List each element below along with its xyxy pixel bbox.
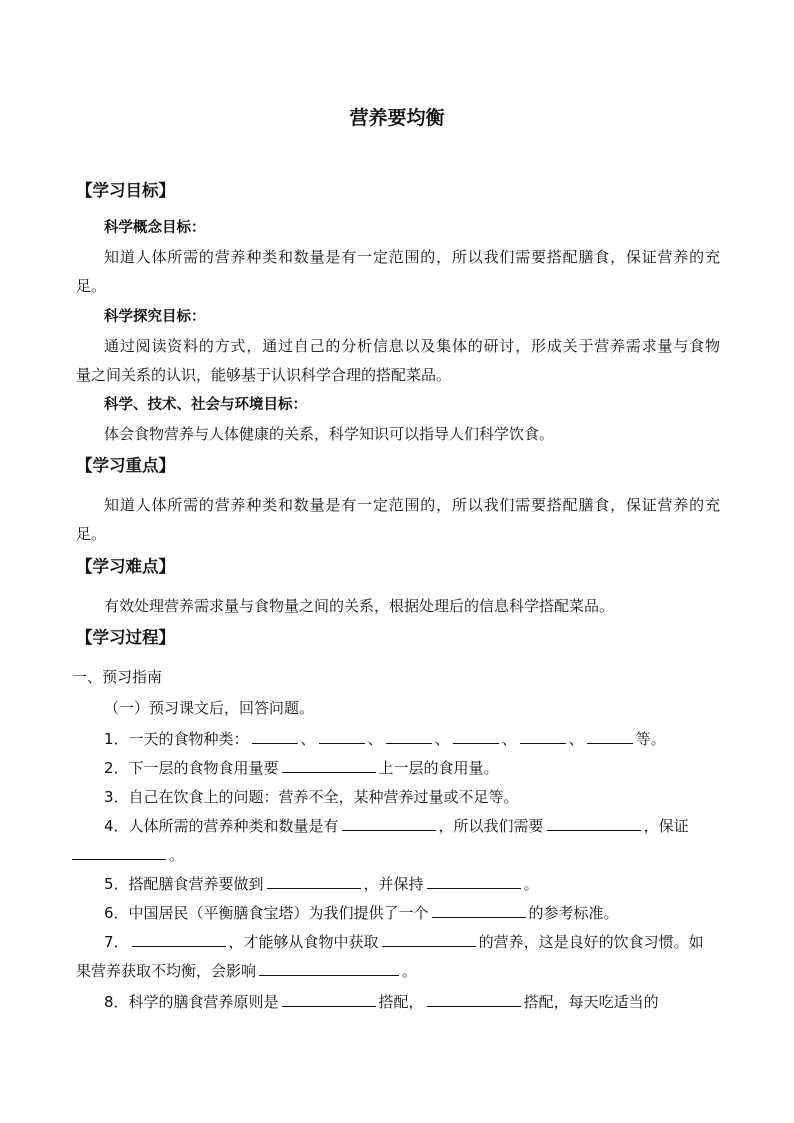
answer-blank[interactable] — [382, 932, 476, 947]
question-2: 2．下一层的食物食用量要 上一层的食用量。 — [104, 759, 499, 777]
answer-blank[interactable] — [427, 874, 521, 889]
question-4: 4．人体所需的营养种类和数量是有 ，所以我们需要 ，保证 — [104, 817, 689, 835]
answer-blank[interactable] — [72, 845, 166, 860]
page-title: 营养要均衡 — [349, 107, 445, 129]
question-7-cont: 果营养获取不均衡，会影响 。 — [76, 962, 418, 980]
sub-heading-preview-questions: （一）预习课文后，回答问题。 — [104, 699, 315, 717]
question-5: 5．搭配膳食营养要做到 ，并保持 。 — [104, 875, 539, 893]
answer-blank[interactable] — [282, 992, 376, 1007]
concept-goal-text: 知道人体所需的营养种类和数量是有一定范围的，所以我们需要搭配膳食，保证营养的充 — [104, 248, 720, 266]
answer-blank[interactable] — [520, 729, 566, 744]
key-points-text-cont: 足。 — [76, 525, 107, 543]
stse-goal-text: 体会食物营养与人体健康的关系，科学知识可以指导人们科学饮食。 — [104, 425, 555, 443]
section-heading-objectives: 【学习目标】 — [76, 181, 175, 200]
part-heading-preview: 一、预习指南 — [72, 668, 163, 686]
answer-blank[interactable] — [587, 729, 633, 744]
section-heading-difficulties: 【学习难点】 — [76, 557, 175, 576]
answer-blank[interactable] — [259, 961, 399, 976]
stse-goal-heading: 科学、技术、社会与环境目标： — [104, 397, 307, 413]
question-6: 6．中国居民（平衡膳食宝塔）为我们提供了一个 的参考标准。 — [104, 904, 619, 922]
answer-blank[interactable] — [282, 758, 376, 773]
answer-blank[interactable] — [252, 729, 298, 744]
inquiry-goal-heading: 科学探究目标： — [104, 309, 206, 325]
answer-blank[interactable] — [427, 992, 521, 1007]
answer-blank[interactable] — [453, 729, 499, 744]
question-7: 7． ，才能够从食物中获取 的营养，这是良好的饮食习惯。如 — [104, 933, 704, 951]
answer-blank[interactable] — [386, 729, 432, 744]
inquiry-goal-text: 通过阅读资料的方式，通过自己的分析信息以及集体的研讨，形成关于营养需求量与食物 — [104, 337, 720, 355]
answer-blank[interactable] — [342, 816, 436, 831]
question-4-cont: 。 — [72, 845, 184, 865]
section-heading-key-points: 【学习重点】 — [76, 456, 175, 475]
question-8: 8．科学的膳食营养原则是 搭配， 搭配，每天吃适当的 — [104, 993, 659, 1011]
question-3: 3．自己在饮食上的问题：营养不全，某种营养过量或不足等。 — [104, 788, 519, 806]
answer-blank[interactable] — [432, 903, 526, 918]
answer-blank[interactable] — [547, 816, 641, 831]
key-points-text: 知道人体所需的营养种类和数量是有一定范围的，所以我们需要搭配膳食，保证营养的充 — [104, 496, 720, 514]
section-heading-process: 【学习过程】 — [76, 628, 175, 647]
answer-blank[interactable] — [132, 932, 226, 947]
concept-goal-heading: 科学概念目标： — [104, 220, 206, 236]
concept-goal-text-cont: 足。 — [76, 277, 107, 295]
difficulties-text: 有效处理营养需求量与食物量之间的关系，根据处理后的信息科学搭配菜品。 — [104, 597, 615, 615]
question-1: 1．一天的食物种类： 、 、 、 、 、 等。 — [104, 730, 666, 748]
inquiry-goal-text-cont: 量之间关系的认识，能够基于认识科学合理的搭配菜品。 — [76, 366, 452, 384]
answer-blank[interactable] — [267, 874, 361, 889]
answer-blank[interactable] — [319, 729, 365, 744]
